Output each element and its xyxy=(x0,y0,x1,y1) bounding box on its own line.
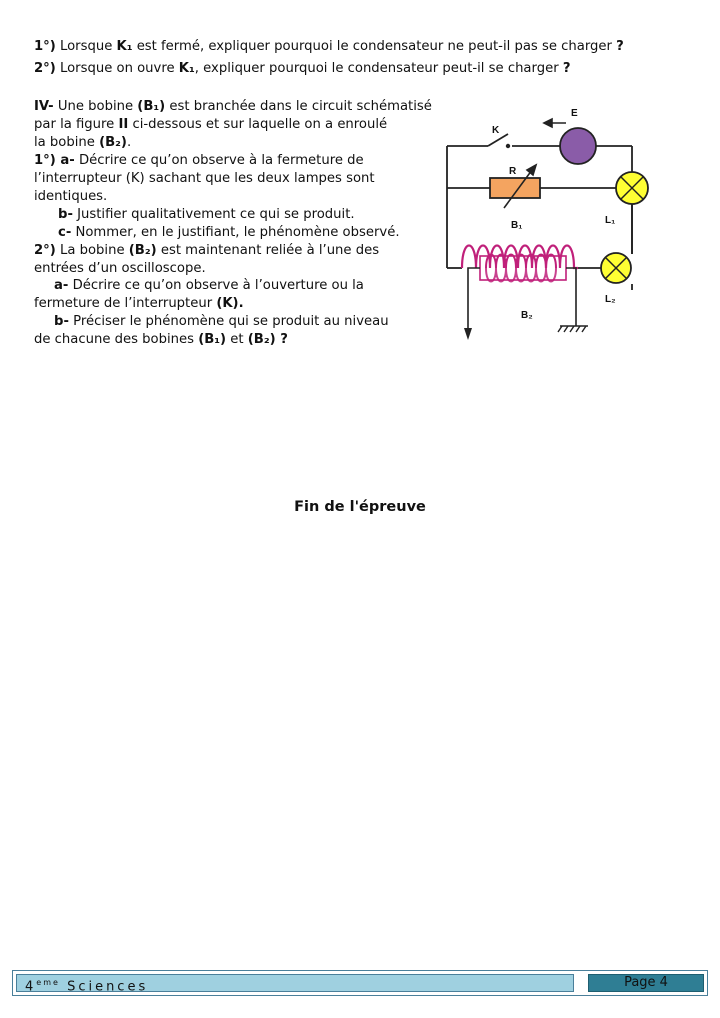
label-B2: B₂ xyxy=(521,310,533,321)
label-R: R xyxy=(509,166,517,177)
circuit-diagram xyxy=(440,100,660,345)
part-iv-line: de chacune des bobines (B₁) et (B₂) ? xyxy=(34,332,288,347)
part-iv-line: b- Justifier qualitativement ce qui se produit. xyxy=(58,207,355,222)
page-footer xyxy=(12,970,708,996)
part-iv-line: identiques. xyxy=(34,189,108,204)
label-K: K xyxy=(492,125,500,136)
label-E: E xyxy=(571,108,578,119)
part-iv-line: la bobine (B₂). xyxy=(34,135,132,150)
lamp-l1-symbol xyxy=(616,172,648,204)
part-iv-line: fermeture de l’interrupteur (K). xyxy=(34,296,244,311)
label-B1: B₁ xyxy=(511,220,523,231)
part-iv-line: 2°) La bobine (B₂) est maintenant reliée à l’une des xyxy=(34,243,380,258)
end-title: Fin de l'épreuve xyxy=(294,499,426,515)
part-iv-line: a- Décrire ce qu’on observe à l’ouverture ou la xyxy=(54,278,364,293)
question-2-number: 2°) xyxy=(34,61,56,76)
footer-level: 4eme Sciences xyxy=(25,978,149,995)
lamp-l2-symbol xyxy=(601,253,631,283)
ground-icon xyxy=(558,326,588,332)
resistor-symbol xyxy=(490,178,540,198)
label-L1: L₁ xyxy=(605,215,616,226)
footer-level-box xyxy=(16,974,574,995)
part-iv-line: b- Préciser le phénomène qui se produit au niveau xyxy=(54,314,389,329)
part-iv-line: c- Nommer, en le justifiant, le phénomène observé. xyxy=(58,225,400,240)
question-1: 1°) Lorsque K₁ est fermé, expliquer pourquoi le condensateur ne peut-il pas se charger ? xyxy=(34,39,624,54)
part-iv-line: IV- Une bobine (B₁) est branchée dans le circuit schématisé xyxy=(34,99,432,114)
page-number: Page 4 xyxy=(588,974,704,992)
oscilloscope-arrow xyxy=(464,328,472,340)
part-iv-line: entrées d’un oscilloscope. xyxy=(34,261,206,276)
switch-contact xyxy=(506,144,510,148)
question-1-number: 1°) xyxy=(34,39,56,54)
generator-symbol xyxy=(560,128,596,164)
coil-b2-symbol xyxy=(486,255,556,282)
part-iv-line: l’interrupteur (K) sachant que les deux lampes sont xyxy=(34,171,375,186)
label-L2: L₂ xyxy=(605,294,616,305)
question-2: 2°) Lorsque on ouvre K₁, expliquer pourquoi le condensateur peut-il se charger ? xyxy=(34,61,571,76)
part-iv-line: 1°) a- Décrire ce qu’on observe à la fermeture de xyxy=(34,153,364,168)
part-iv-line: par la figure II ci-dessous et sur laquelle on a enroulé xyxy=(34,117,388,132)
